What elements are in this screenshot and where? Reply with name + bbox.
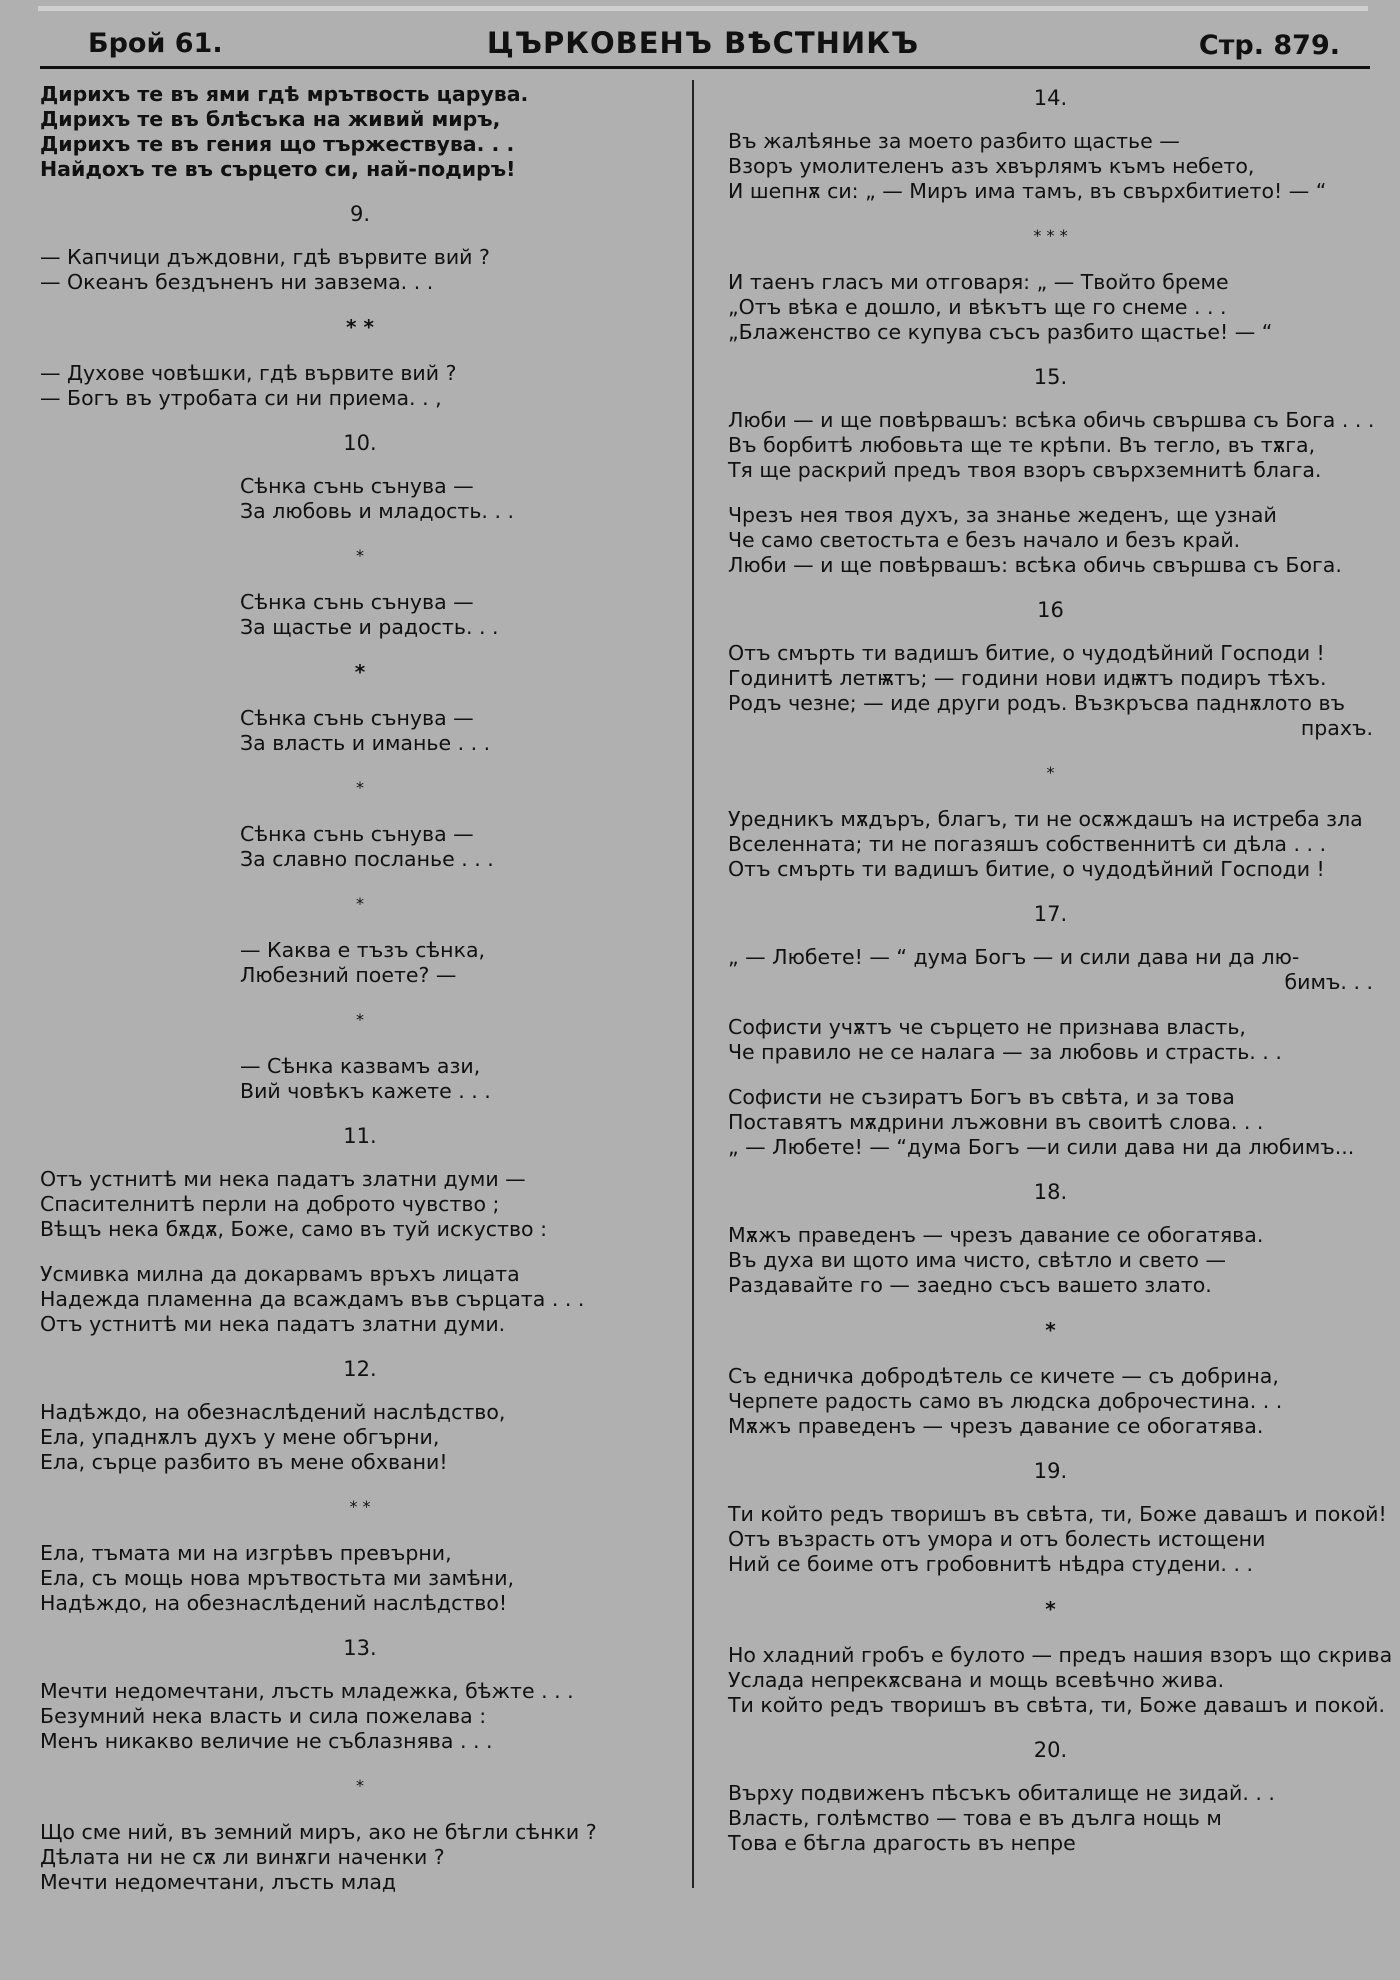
- verse-line: Надежда пламенна да всаждамъ във сърцата . . .: [40, 1287, 585, 1311]
- verse-line: Върху подвиженъ пѣсъкъ обиталище не зидай. . .: [728, 1781, 1275, 1805]
- stanza-separator: * *: [346, 315, 374, 339]
- verse-line: „ — Любете! — “дума Богъ —и сили дава ни да любимъ...: [728, 1135, 1355, 1159]
- column-divider: [692, 80, 694, 1888]
- verse-line: Взоръ умолителенъ азъ хвърлямъ къмъ небето,: [728, 154, 1255, 178]
- verse-line: Услада непрекѫсвана и мощь всевѣчно жива.: [728, 1668, 1225, 1692]
- poem-stanza: [40, 474, 680, 524]
- verse-line: Съ едничка добродѣтель се кичете — съ добрина,: [728, 1364, 1279, 1388]
- verse-line: Безумний нека власть и сила пожелава :: [40, 1704, 487, 1728]
- verse-line: Въ жалѣянье за моето разбито щастье —: [728, 129, 1180, 153]
- verse-line: Мѫжъ праведенъ — чрезъ давание се обогатява.: [728, 1414, 1264, 1438]
- verse-line: Софисти не съзиратъ Богъ въ свѣта, и за това: [728, 1085, 1235, 1109]
- verse-line: Ти който редъ творишъ въ свѣта, ти, Боже давашъ и покой!: [728, 1502, 1387, 1526]
- section-number: 15.: [1033, 365, 1068, 389]
- page-header: [38, 22, 1368, 66]
- verse-line: — Каква е тъзъ сѣнка,: [240, 938, 486, 962]
- verse-line: Вселенната; ти не погазяшъ собственнитѣ си дѣла . . .: [728, 832, 1327, 856]
- poem-stanza: [728, 1015, 1373, 1065]
- stanza-separator: * * *: [1033, 226, 1068, 245]
- verse-line: бимъ. . .: [1284, 970, 1373, 994]
- verse-line: — Сѣнка казвамъ ази,: [240, 1054, 481, 1078]
- section-number: 12.: [343, 1357, 377, 1381]
- verse-line: За щастье и радость. . .: [240, 615, 499, 639]
- poem-stanza: [728, 408, 1373, 483]
- verse-line: Сѣнка сънь сънува —: [240, 822, 474, 846]
- poem-stanza: [728, 945, 1373, 995]
- poem-stanza: [40, 1400, 680, 1475]
- poem-stanza: [40, 361, 680, 411]
- verse-line: Сѣнка сънь сънува —: [240, 474, 474, 498]
- poem-stanza: [40, 1820, 680, 1895]
- poem-stanza: [728, 807, 1373, 882]
- section-number: 14.: [1033, 86, 1068, 110]
- verse-line: Дѣлата ни не сѫ ли винѫги наченки ?: [40, 1845, 445, 1869]
- verse-line: Отъ устнитѣ ми нека падатъ златни думи.: [40, 1312, 506, 1336]
- verse-line: Ела, съ мощь нова мрътвостьта ми замѣни,: [40, 1566, 515, 1590]
- poem-stanza: [728, 503, 1373, 578]
- section-number: 10.: [343, 431, 377, 455]
- section-number: 9.: [349, 202, 371, 226]
- poem-stanza: [40, 1679, 680, 1754]
- verse-line: За власть и иманье . . .: [240, 731, 491, 755]
- verse-line: Любезний поете? —: [240, 963, 457, 987]
- verse-line: Дирихъ те въ блѣсъка на живий миръ,: [40, 107, 501, 131]
- section-number: 16: [1037, 598, 1064, 622]
- verse-line: прахъ.: [1300, 716, 1373, 740]
- verse-line: Люби — и ще повѣрвашъ: всѣка обичь свършва съ Бога.: [728, 553, 1342, 577]
- section-number: 13.: [343, 1636, 377, 1660]
- verse-line: Отъ устнитѣ ми нека падатъ златни думи —: [40, 1167, 526, 1191]
- top-border: [38, 6, 1368, 11]
- poem-stanza: [40, 1167, 680, 1242]
- verse-line: Надѣждо, на обезнаслѣдений наслѣдство,: [40, 1400, 506, 1424]
- stanza-separator: *: [1045, 1318, 1056, 1342]
- verse-line: Раздавайте го — заедно съсъ вашето злато.: [728, 1273, 1212, 1297]
- verse-line: Сѣнка сънь сънува —: [240, 590, 474, 614]
- verse-line: Ний се боиме отъ гробовнитѣ нѣдра студени. . .: [728, 1552, 1253, 1576]
- verse-line: Ела, сърце разбито въ мене обхвани!: [40, 1450, 448, 1474]
- verse-line: Ела, упаднѫлъ духъ у мене обгърни,: [40, 1425, 440, 1449]
- page-number: Стр. 879.: [1198, 30, 1340, 61]
- verse-line: Спасителнитѣ перли на доброто чувство ;: [40, 1192, 500, 1216]
- verse-line: Това е бѣгла драгость въ непре: [728, 1831, 1076, 1855]
- section-number: 17.: [1033, 902, 1068, 926]
- verse-line: Софисти учѫтъ че сърцето не признава власть,: [728, 1015, 1246, 1039]
- right-column: [728, 82, 1393, 1876]
- stanza-separator: *: [356, 1776, 364, 1795]
- stanza-separator: *: [1045, 1597, 1056, 1621]
- section-number: 20.: [1033, 1738, 1068, 1762]
- verse-line: Тя ще раскрий предъ твоя взоръ свърхземнитѣ блага.: [728, 458, 1322, 482]
- verse-line: Ти който редъ творишъ въ свѣта, ти, Боже давашъ и покой.: [728, 1693, 1386, 1717]
- verse-line: Надѣждо, на обезнаслѣдений наслѣдство!: [40, 1591, 508, 1615]
- stanza-separator: *: [356, 778, 364, 797]
- verse-line: Въ духа ви щото има чисто, свѣтло и свето —: [728, 1248, 1226, 1272]
- verse-line: Власть, голѣмство — това е въ дълга нощь м: [728, 1806, 1222, 1830]
- poem-stanza: [40, 590, 680, 640]
- verse-line: Найдохъ те въ сърцето си, най-подиръ!: [40, 157, 516, 181]
- stanza-separator: *: [356, 1010, 364, 1029]
- poem-stanza: [728, 1781, 1373, 1856]
- poem-stanza: [728, 1502, 1387, 1577]
- poem-stanza: [40, 82, 680, 182]
- poem-stanza: [40, 822, 680, 872]
- section-number: 18.: [1033, 1180, 1068, 1204]
- poem-stanza: [40, 938, 680, 988]
- stanza-separator: *: [356, 894, 364, 913]
- verse-line: Дирихъ те въ гения що тържествува. . .: [40, 132, 515, 156]
- poem-stanza: [728, 1223, 1373, 1298]
- verse-line: Мечти недомечтани, лъсть младежка, бѣжте . . .: [40, 1679, 574, 1703]
- section-number: 11.: [343, 1124, 377, 1148]
- verse-line: „Отъ вѣка е дошло, и вѣкътъ ще го снеме . . .: [728, 295, 1227, 319]
- verse-line: Дирихъ те въ ями гдѣ мрътвость царува.: [40, 82, 529, 106]
- verse-line: Чрезъ нея твоя духъ, за знанье жеденъ, ще узнай: [728, 503, 1277, 527]
- poem-stanza: [728, 1085, 1373, 1160]
- verse-line: „ — Любете! — “ дума Богъ — и сили дава ни да лю-: [728, 945, 1300, 969]
- verse-line: Черпете радость само въ людска доброчестина. . .: [728, 1389, 1283, 1413]
- stanza-separator: * *: [349, 1497, 371, 1516]
- verse-line: Поставятъ мѫдрини лъжовни въ своитѣ слова. . .: [728, 1110, 1264, 1134]
- poem-stanza: [40, 1541, 680, 1616]
- verse-line: Мѫжъ праведенъ — чрезъ давание се обогатява.: [728, 1223, 1264, 1247]
- stanza-separator: *: [1046, 763, 1055, 782]
- poem-stanza: [40, 706, 680, 756]
- verse-line: Мечти недомечтани, лъсть млад: [40, 1870, 397, 1894]
- header-rule: [40, 66, 1370, 69]
- verse-line: Че само светостьта е безъ начало и безъ край.: [728, 528, 1241, 552]
- stanza-separator: *: [354, 660, 366, 684]
- left-column: [40, 82, 680, 1915]
- verse-line: Отъ смърть ти вадишъ битие, о чудодѣйний Господи !: [728, 857, 1325, 881]
- verse-line: — Океанъ бездъненъ ни завзема. . .: [40, 270, 434, 294]
- poem-stanza: [728, 1364, 1373, 1439]
- poem-stanza: [728, 129, 1373, 204]
- verse-line: Но хладний гробъ е булото — предъ нашия взоръ що скрива: [728, 1643, 1393, 1667]
- verse-line: Въ борбитѣ любовьта ще те крѣпи. Въ тегло, въ тѫга,: [728, 433, 1316, 457]
- verse-line: „Блаженство се купува съсъ разбито щастье! — “: [728, 320, 1273, 344]
- verse-line: Люби — и ще повѣрвашъ: всѣка обичь свършва съ Бога . . .: [728, 408, 1375, 432]
- verse-line: Родъ чезне; — иде други родъ. Възкръсва паднѫлото въ: [728, 691, 1346, 715]
- verse-line: — Духове човѣшки, гдѣ вървите вий ?: [40, 361, 457, 385]
- poem-stanza: [40, 1054, 680, 1104]
- verse-line: Вий човѣкъ кажете . . .: [240, 1079, 491, 1103]
- verse-line: Ела, тъмата ми на изгрѣвъ превърни,: [40, 1541, 452, 1565]
- poem-stanza: [40, 1262, 680, 1337]
- verse-line: Отъ възрасть отъ умора и отъ болесть истощени: [728, 1527, 1266, 1551]
- section-number: 19.: [1033, 1459, 1068, 1483]
- verse-line: И таенъ гласъ ми отговаря: „ — Твойто бреме: [728, 270, 1229, 294]
- verse-line: Усмивка милна да докарвамъ връхъ лицата: [40, 1262, 520, 1286]
- verse-line: Уредникъ мѫдъръ, благъ, ти не осѫждашъ на истреба зла: [728, 807, 1363, 831]
- verse-line: — Богъ въ утробата си ни приема. . ,: [40, 386, 442, 410]
- stanza-separator: *: [356, 546, 364, 565]
- poem-stanza: [728, 641, 1373, 741]
- verse-line: — Капчици дъждовни, гдѣ вървите вий ?: [40, 245, 490, 269]
- poem-stanza: [40, 245, 680, 295]
- verse-line: Отъ смърть ти вадишъ битие, о чудодѣйний Господи !: [728, 641, 1325, 665]
- verse-line: Менъ никакво величие не съблазнява . . .: [40, 1729, 493, 1753]
- verse-line: Що сме ний, въ земний миръ, ако не бѣгли сѣнки ?: [40, 1820, 597, 1844]
- poem-stanza: [728, 270, 1373, 345]
- verse-line: За славно посланье . . .: [240, 847, 494, 871]
- newspaper-title: ЦЪРКОВЕНЪ ВѢСТНИКЪ: [486, 26, 920, 60]
- verse-line: Сѣнка сънь сънува —: [240, 706, 474, 730]
- issue-number: Брой 61.: [88, 28, 223, 59]
- verse-line: Годинитѣ летѭтъ; — години нови идѭтъ подиръ тѣхъ.: [728, 666, 1327, 690]
- verse-line: Вѣщъ нека бѫдѫ, Боже, само въ туй искуство :: [40, 1217, 547, 1241]
- verse-line: За любовь и младость. . .: [240, 499, 515, 523]
- poem-stanza: [728, 1643, 1393, 1718]
- verse-line: И шепнѫ си: „ — Миръ има тамъ, въ свърхбитието! — “: [728, 179, 1327, 203]
- verse-line: Че правило не се налага — за любовь и страсть. . .: [728, 1040, 1282, 1064]
